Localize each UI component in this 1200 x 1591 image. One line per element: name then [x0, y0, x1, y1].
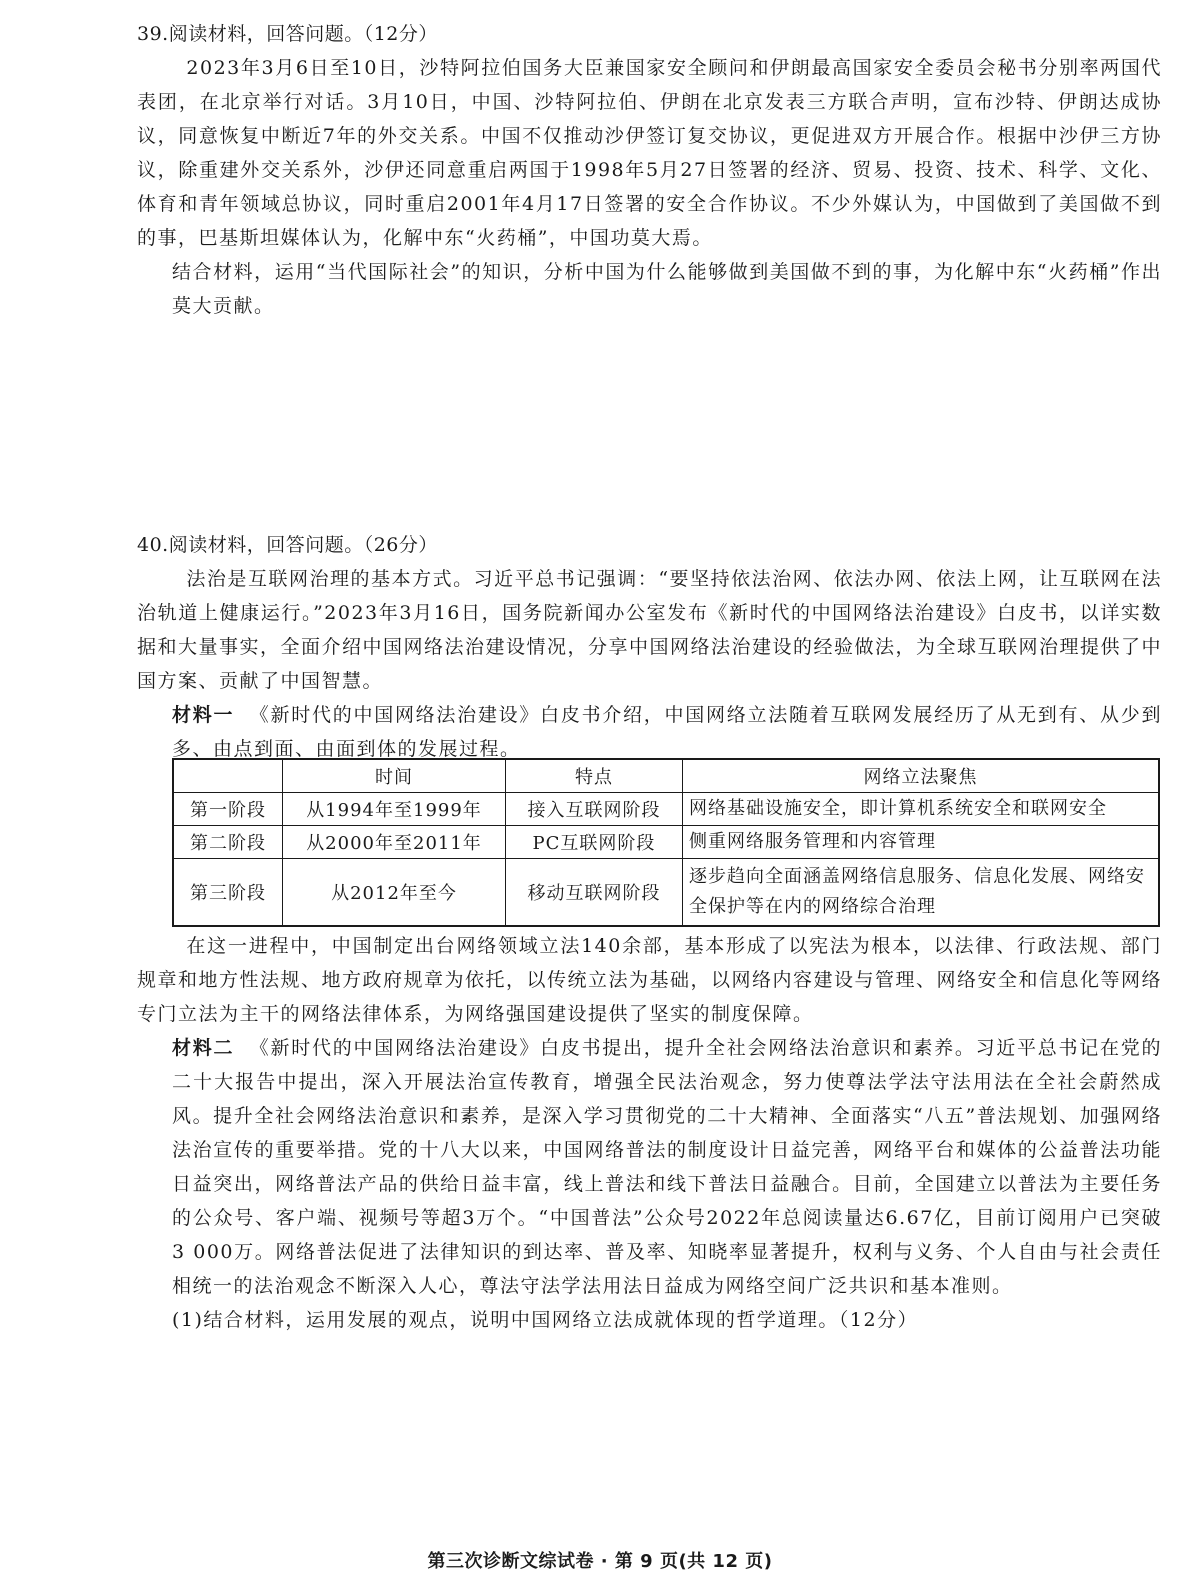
question-40-intro: 法治是互联网治理的基本方式。习近平总书记强调：“要坚持依法治网、依法办网、依法上网，让互联网在法治轨道上健康运行。”2023年3月16日，国务院新闻办公室发布《新时代的中国网络法治建设》白皮书，以详实数据和大量事实，全面介绍中国网络法治建设情况，分享中国网络法治建设的经验做法，为全球互联网治理提供了中国方案、贡献了中国智慧。 — [137, 568, 1163, 692]
table-cell: 从2012年至今 — [283, 859, 506, 927]
legislation-stages-table — [172, 758, 1160, 927]
question-40-part-1: (1)结合材料，运用发展的观点，说明中国网络立法成就体现的哲学道理。（12分） — [172, 1309, 919, 1331]
material-1-label: 材料一 — [172, 704, 235, 726]
table-row — [173, 793, 1159, 826]
table-cell: PC互联网阶段 — [506, 826, 683, 859]
question-39 — [137, 17, 1162, 323]
material-1-after: 在这一进程中，中国制定出台网络领域立法140余部，基本形成了以宪法为根本，以法律、行政法规、部门规章和地方性法规、地方政府规章为依托，以传统立法为基础，以网络内容建设与管理、网络安全和信息化等网络专门立法为主干的网络法律体系，为网络强国建设提供了坚实的制度保障。 — [137, 935, 1163, 1025]
table-cell: 第二阶段 — [173, 826, 283, 859]
material-2-text: 《新时代的中国网络法治建设》白皮书提出，提升全社会网络法治意识和素养。习近平总书记在党的二十大报告中提出，深入开展法治宣传教育，增强全民法治观念，努力使尊法学法守法用法在全社会蔚然成风。提升全社会网络法治意识和素养，是深入学习贯彻党的二十大精神、全面落实“八五”普法规划、加强网络法治宣传的重要举措。党的十八大以来，中国网络普法的制度设计日益完善，网络平台和媒体的公益普法功能日益突出，网络普法产品的供给日益丰富，线上普法和线下普法日益融合。目前，全国建立以普法为主要任务的公众号、客户端、视频号等超3万个。“中国普法”公众号2022年总阅读量达6.67亿，目前订阅用户已突破3 000万。网络普法促进了法律知识的到达率、普及率、知晓率显著提升，权利与义务、个人自由与社会责任相统一的法治观念不断深入人心，尊法守法学法用法日益成为网络空间广泛共识和基本准则。 — [172, 1037, 1162, 1297]
table-header-cell: 网络立法聚焦 — [683, 759, 1160, 793]
table-cell: 第三阶段 — [173, 859, 283, 927]
table-cell: 从1994年至1999年 — [283, 793, 506, 826]
table-cell: 逐步趋向全面涵盖网络信息服务、信息化发展、网络安全保护等在内的网络综合治理 — [683, 859, 1160, 927]
material-1 — [172, 698, 1162, 766]
material-2 — [172, 1031, 1162, 1303]
question-39-prompt: 结合材料，运用“当代国际社会”的知识，分析中国为什么能够做到美国做不到的事，为化解中东“火药桶”作出莫大贡献。 — [172, 261, 1162, 317]
question-40-continued — [137, 929, 1162, 1337]
question-40-title: 40.阅读材料，回答问题。（26分） — [137, 534, 438, 556]
table-header-cell: 特点 — [506, 759, 683, 793]
table-cell: 从2000年至2011年 — [283, 826, 506, 859]
table-cell: 移动互联网阶段 — [506, 859, 683, 927]
table-row — [173, 826, 1159, 859]
table-cell: 接入互联网阶段 — [506, 793, 683, 826]
table-cell: 网络基础设施安全，即计算机系统安全和联网安全 — [683, 793, 1160, 826]
table-header-row — [173, 759, 1159, 793]
page-footer: 第三次诊断文综试卷 · 第 9 页(共 12 页) — [427, 1551, 773, 1572]
table-header-cell — [173, 759, 283, 793]
table-header-cell: 时间 — [283, 759, 506, 793]
table-cell: 侧重网络服务管理和内容管理 — [683, 826, 1160, 859]
material-2-label: 材料二 — [172, 1037, 235, 1059]
material-1-text: 《新时代的中国网络法治建设》白皮书介绍，中国网络立法随着互联网发展经历了从无到有、从少到多、由点到面、由面到体的发展过程。 — [172, 704, 1162, 760]
table-cell: 第一阶段 — [173, 793, 283, 826]
question-39-material: 2023年3月6日至10日，沙特阿拉伯国务大臣兼国家安全顾问和伊朗最高国家安全委员会秘书分别率两国代表团，在北京举行对话。3月10日，中国、沙特阿拉伯、伊朗在北京发表三方联合声明，宣布沙特、伊朗达成协议，同意恢复中断近7年的外交关系。中国不仅推动沙伊签订复交协议，更促进双方开展合作。根据中沙伊三方协议，除重建外交关系外，沙伊还同意重启两国于1998年5月27日签署的经济、贸易、投资、技术、科学、文化、体育和青年领域总协议，同时重启2001年4月17日签署的安全合作协议。不少外媒认为，中国做到了美国做不到的事，巴基斯坦媒体认为，化解中东“火药桶”，中国功莫大焉。 — [137, 57, 1162, 249]
question-40 — [137, 528, 1162, 766]
question-39-title: 39.阅读材料，回答问题。（12分） — [137, 23, 438, 45]
table-row — [173, 859, 1159, 927]
